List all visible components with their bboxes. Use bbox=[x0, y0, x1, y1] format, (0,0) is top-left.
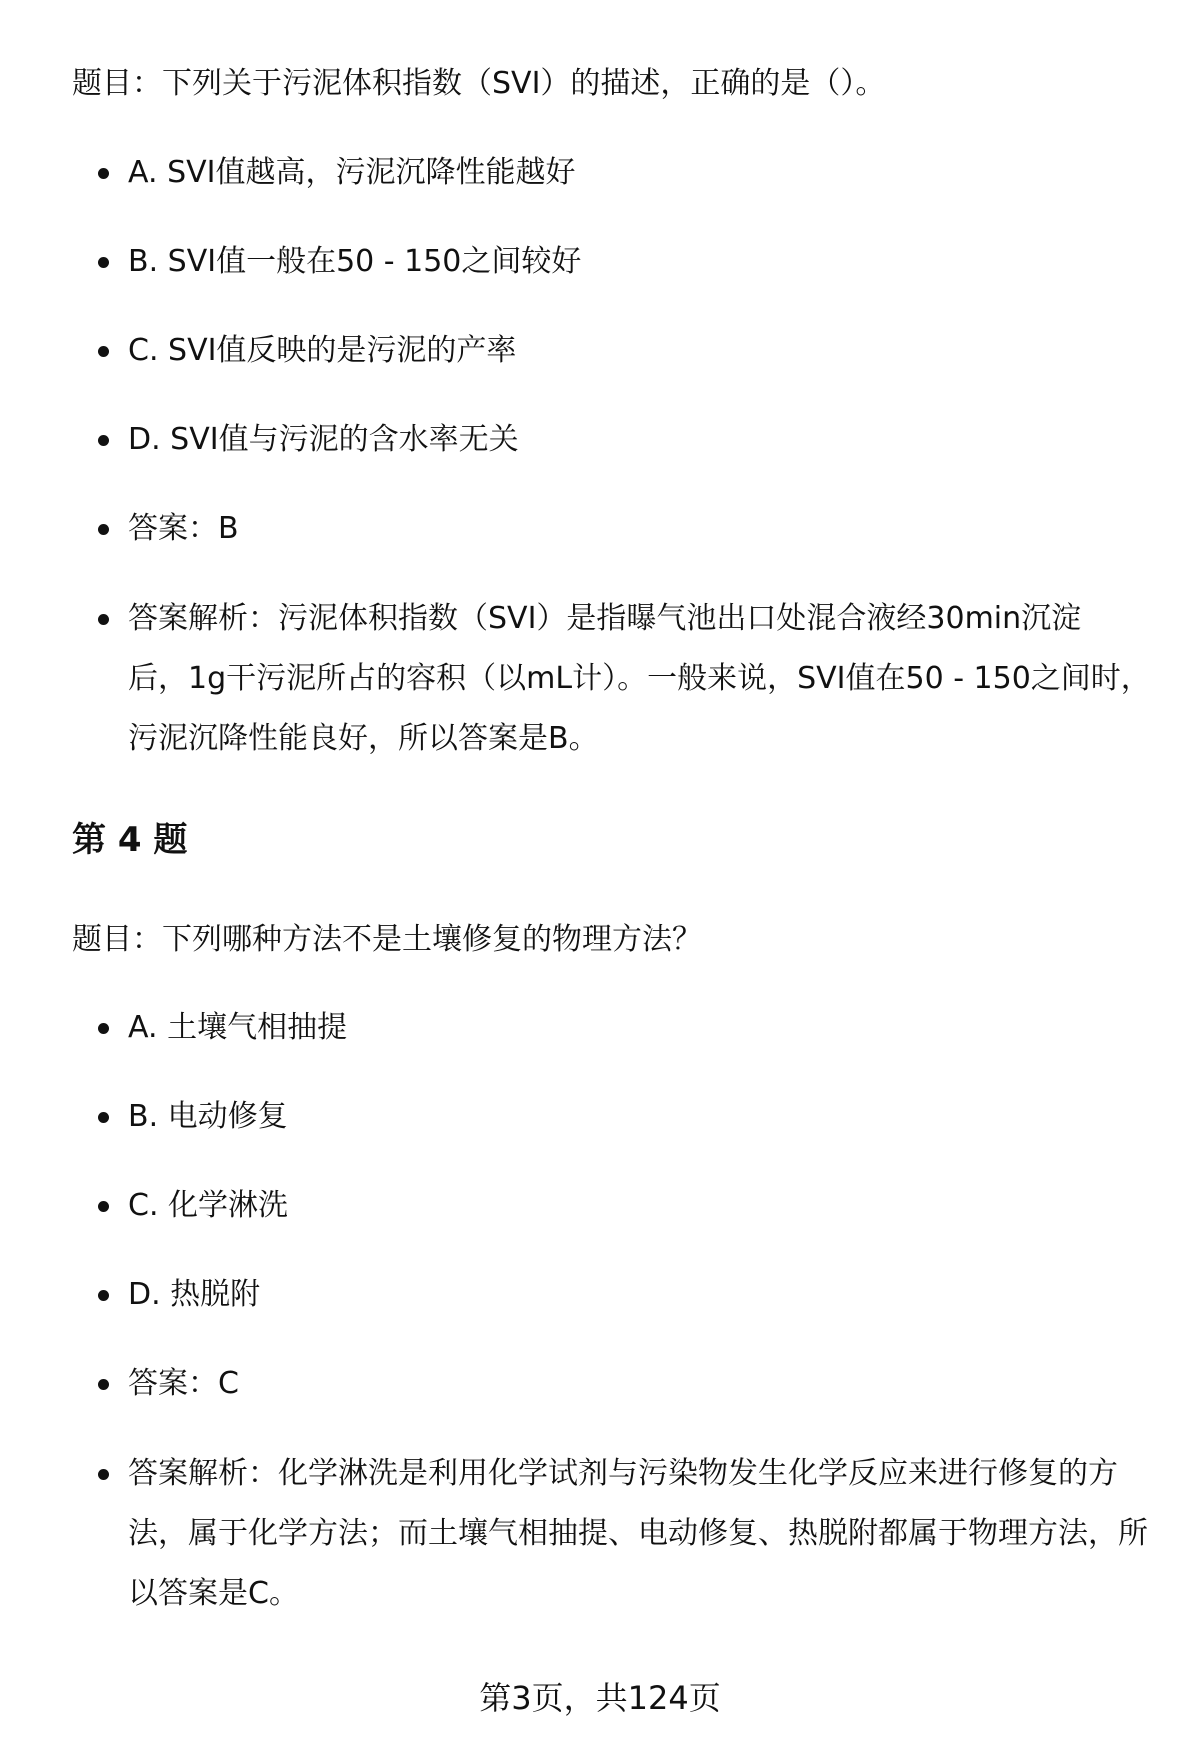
option-b: B. 电动修复 bbox=[128, 1099, 288, 1134]
option-c: C. 化学淋洗 bbox=[128, 1188, 289, 1223]
bullet-icon bbox=[98, 1290, 109, 1301]
option-a: A. SVI值越高，污泥沉降性能越好 bbox=[128, 155, 576, 190]
bullet-icon bbox=[98, 168, 109, 179]
question-3-stem: 题目：下列关于污泥体积指数（SVI）的描述，正确的是（）。 bbox=[72, 66, 886, 101]
bullet-icon bbox=[98, 257, 109, 268]
answer-analysis bbox=[128, 1444, 1148, 1624]
option-a: A. 土壤气相抽提 bbox=[128, 1010, 348, 1045]
question-4-stem: 题目：下列哪种方法不是土壤修复的物理方法？ bbox=[72, 922, 702, 957]
answer: 答案：B bbox=[128, 511, 239, 546]
bullet-icon bbox=[98, 1379, 109, 1390]
analysis-line: 答案解析：污泥体积指数（SVI）是指曝气池出口处混合液经30min沉淀 bbox=[128, 601, 1082, 636]
bullet-icon bbox=[98, 1112, 109, 1123]
bullet-icon bbox=[98, 1023, 109, 1034]
bullet-icon bbox=[98, 614, 109, 625]
bullet-icon bbox=[98, 524, 109, 535]
option-b: B. SVI值一般在50 - 150之间较好 bbox=[128, 244, 582, 279]
analysis-line: 后，1g干污泥所占的容积（以mL计）。一般来说，SVI值在50 - 150之间时， bbox=[128, 661, 1151, 696]
bullet-icon bbox=[98, 1201, 109, 1212]
option-d: D. 热脱附 bbox=[128, 1277, 261, 1312]
bullet-icon bbox=[98, 1469, 109, 1480]
option-d: D. SVI值与污泥的含水率无关 bbox=[128, 422, 519, 457]
analysis-line: 以答案是C。 bbox=[128, 1576, 299, 1611]
analysis-line: 污泥沉降性能良好，所以答案是B。 bbox=[128, 721, 599, 756]
answer: 答案：C bbox=[128, 1366, 239, 1401]
option-c: C. SVI值反映的是污泥的产率 bbox=[128, 333, 517, 368]
bullet-icon bbox=[98, 435, 109, 446]
analysis-line: 法，属于化学方法；而土壤气相抽提、电动修复、热脱附都属于物理方法，所 bbox=[128, 1516, 1148, 1551]
question-4-heading: 第 4 题 bbox=[72, 820, 188, 860]
page-number: 第3页，共124页 bbox=[479, 1679, 721, 1717]
bullet-icon bbox=[98, 346, 109, 357]
analysis-line: 答案解析：化学淋洗是利用化学试剂与污染物发生化学反应来进行修复的方 bbox=[128, 1456, 1118, 1491]
answer-analysis bbox=[128, 589, 1151, 769]
